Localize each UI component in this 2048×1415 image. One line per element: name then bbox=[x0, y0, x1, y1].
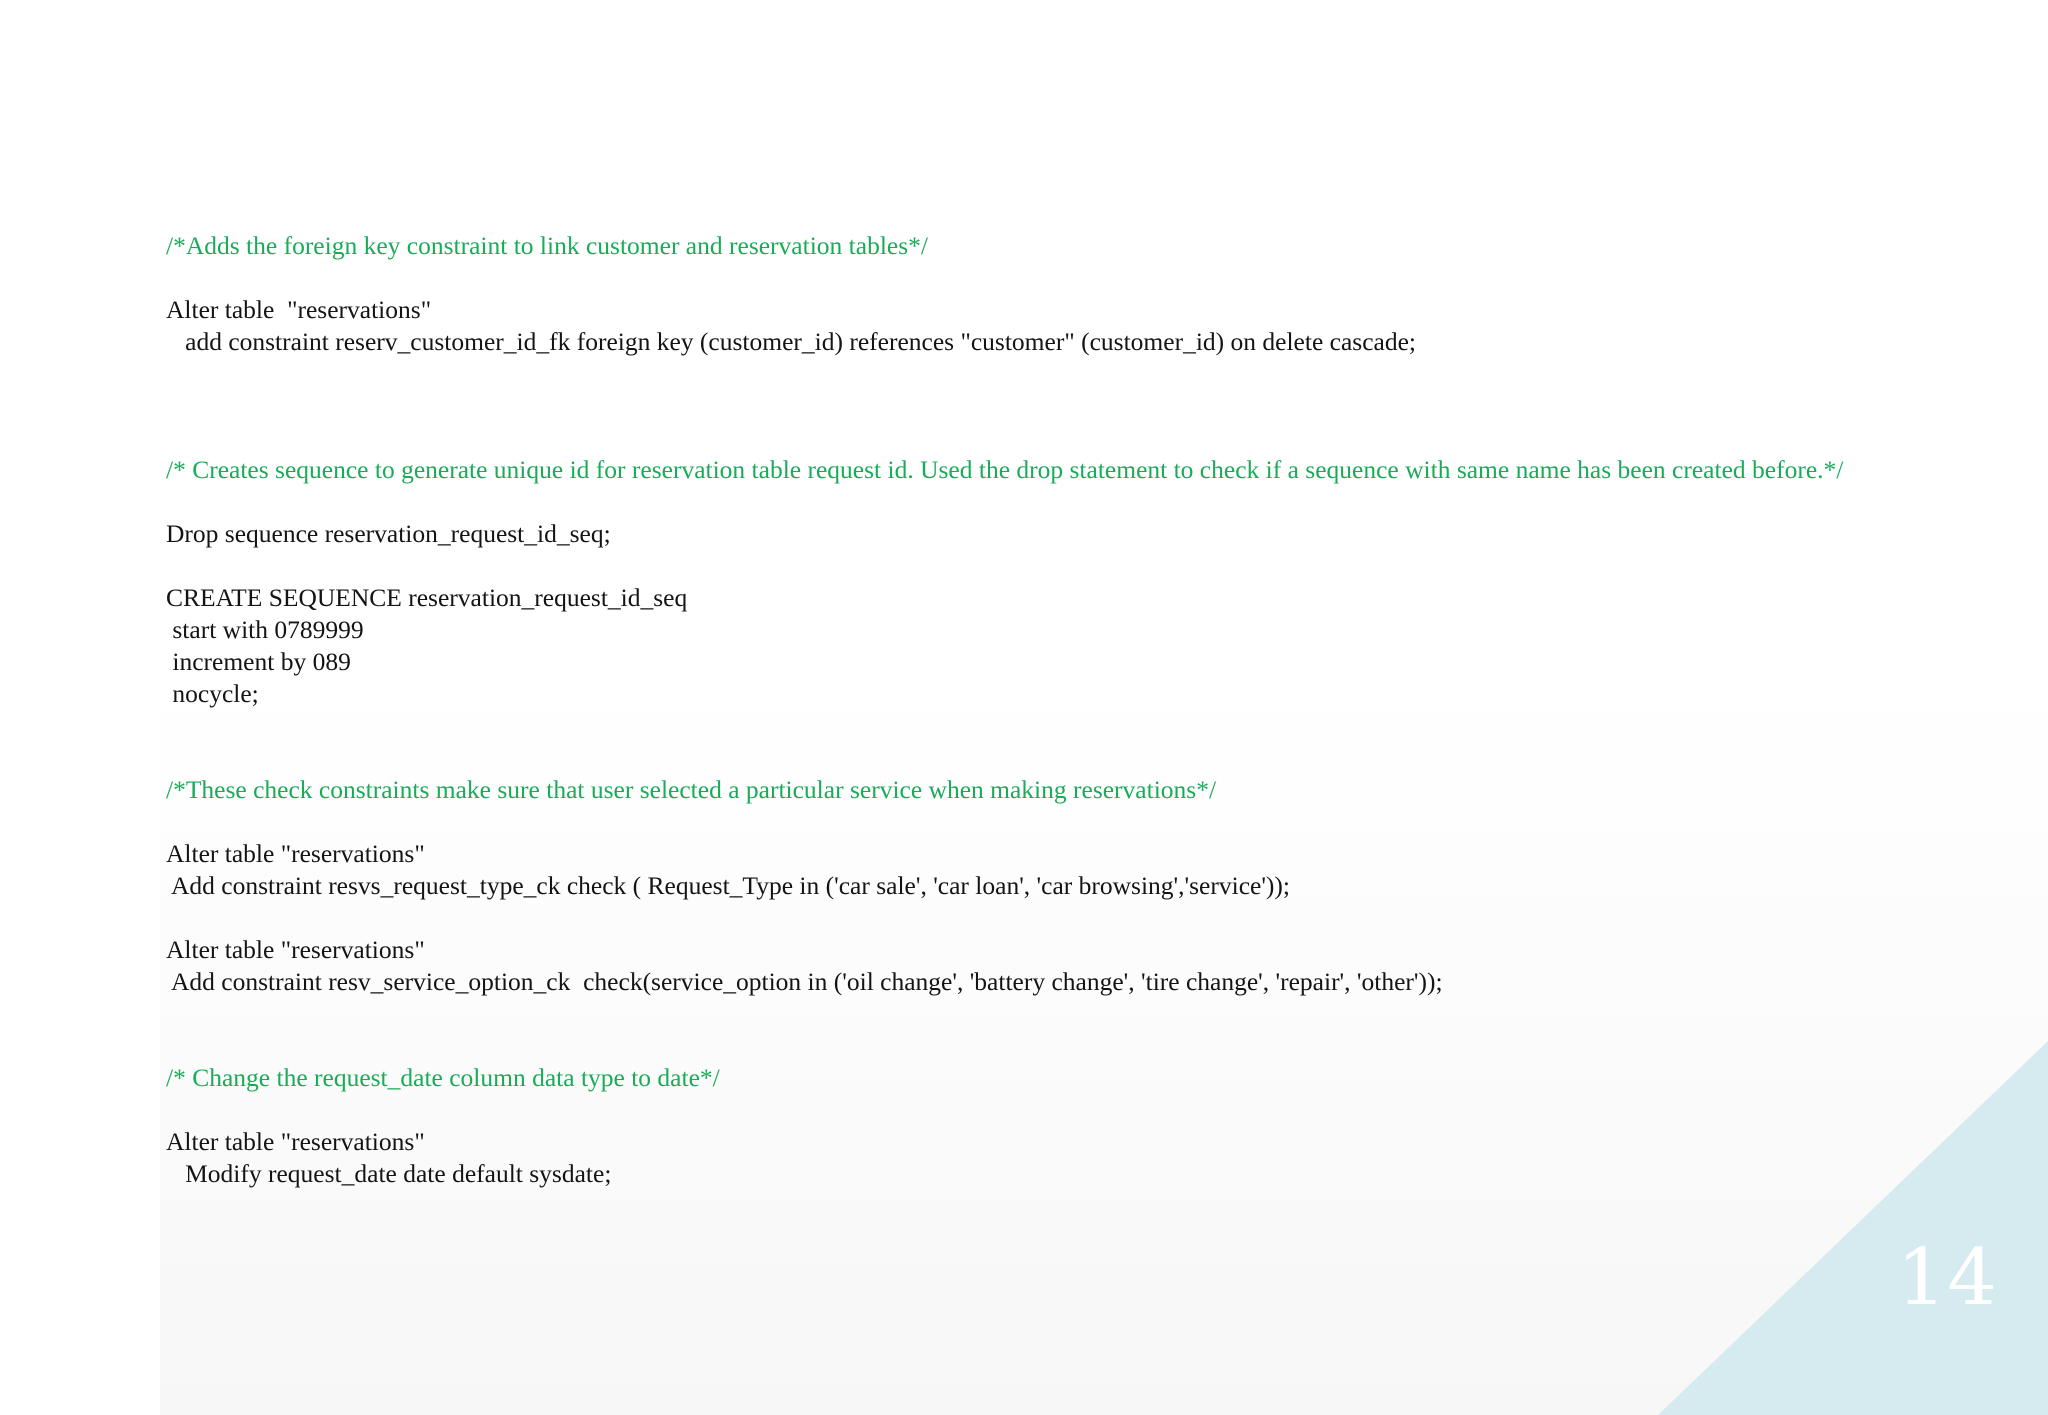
sql-code-block bbox=[166, 230, 2016, 1190]
code-line: add constraint reserv_customer_id_fk foreign key (customer_id) references "customer" (customer_id) on delete cascade; bbox=[166, 327, 1416, 356]
code-line: Add constraint resvs_request_type_ck check ( Request_Type in ('car sale', 'car loan', 'car browsing','service')); bbox=[166, 871, 1290, 900]
code-line: Alter table "reservations" bbox=[166, 935, 425, 964]
comment-sequence: /* Creates sequence to generate unique id for reservation table request id. Used the drop statement to check if a sequence with same name has been created before.*/ bbox=[166, 455, 1844, 484]
code-line: start with 0789999 bbox=[166, 615, 364, 644]
comment-check-constraints: /*These check constraints make sure that user selected a particular service when making reservations*/ bbox=[166, 775, 1217, 804]
comment-foreign-key: /*Adds the foreign key constraint to link customer and reservation tables*/ bbox=[166, 231, 928, 260]
code-line: Add constraint resv_service_option_ck check(service_option in ('oil change', 'battery change', 'tire change', 'repair', 'other')); bbox=[166, 967, 1443, 996]
code-line: Drop sequence reservation_request_id_seq; bbox=[166, 519, 611, 548]
page-number: 14 bbox=[1896, 1233, 1998, 1323]
code-line: Modify request_date date default sysdate; bbox=[166, 1159, 612, 1188]
code-line: CREATE SEQUENCE reservation_request_id_seq bbox=[166, 583, 688, 612]
code-line: increment by 089 bbox=[166, 647, 351, 676]
code-line: Alter table "reservations" bbox=[166, 839, 425, 868]
comment-request-date: /* Change the request_date column data type to date*/ bbox=[166, 1063, 720, 1092]
code-line: Alter table "reservations" bbox=[166, 295, 432, 324]
code-line: Alter table "reservations" bbox=[166, 1127, 425, 1156]
code-line: nocycle; bbox=[166, 679, 259, 708]
